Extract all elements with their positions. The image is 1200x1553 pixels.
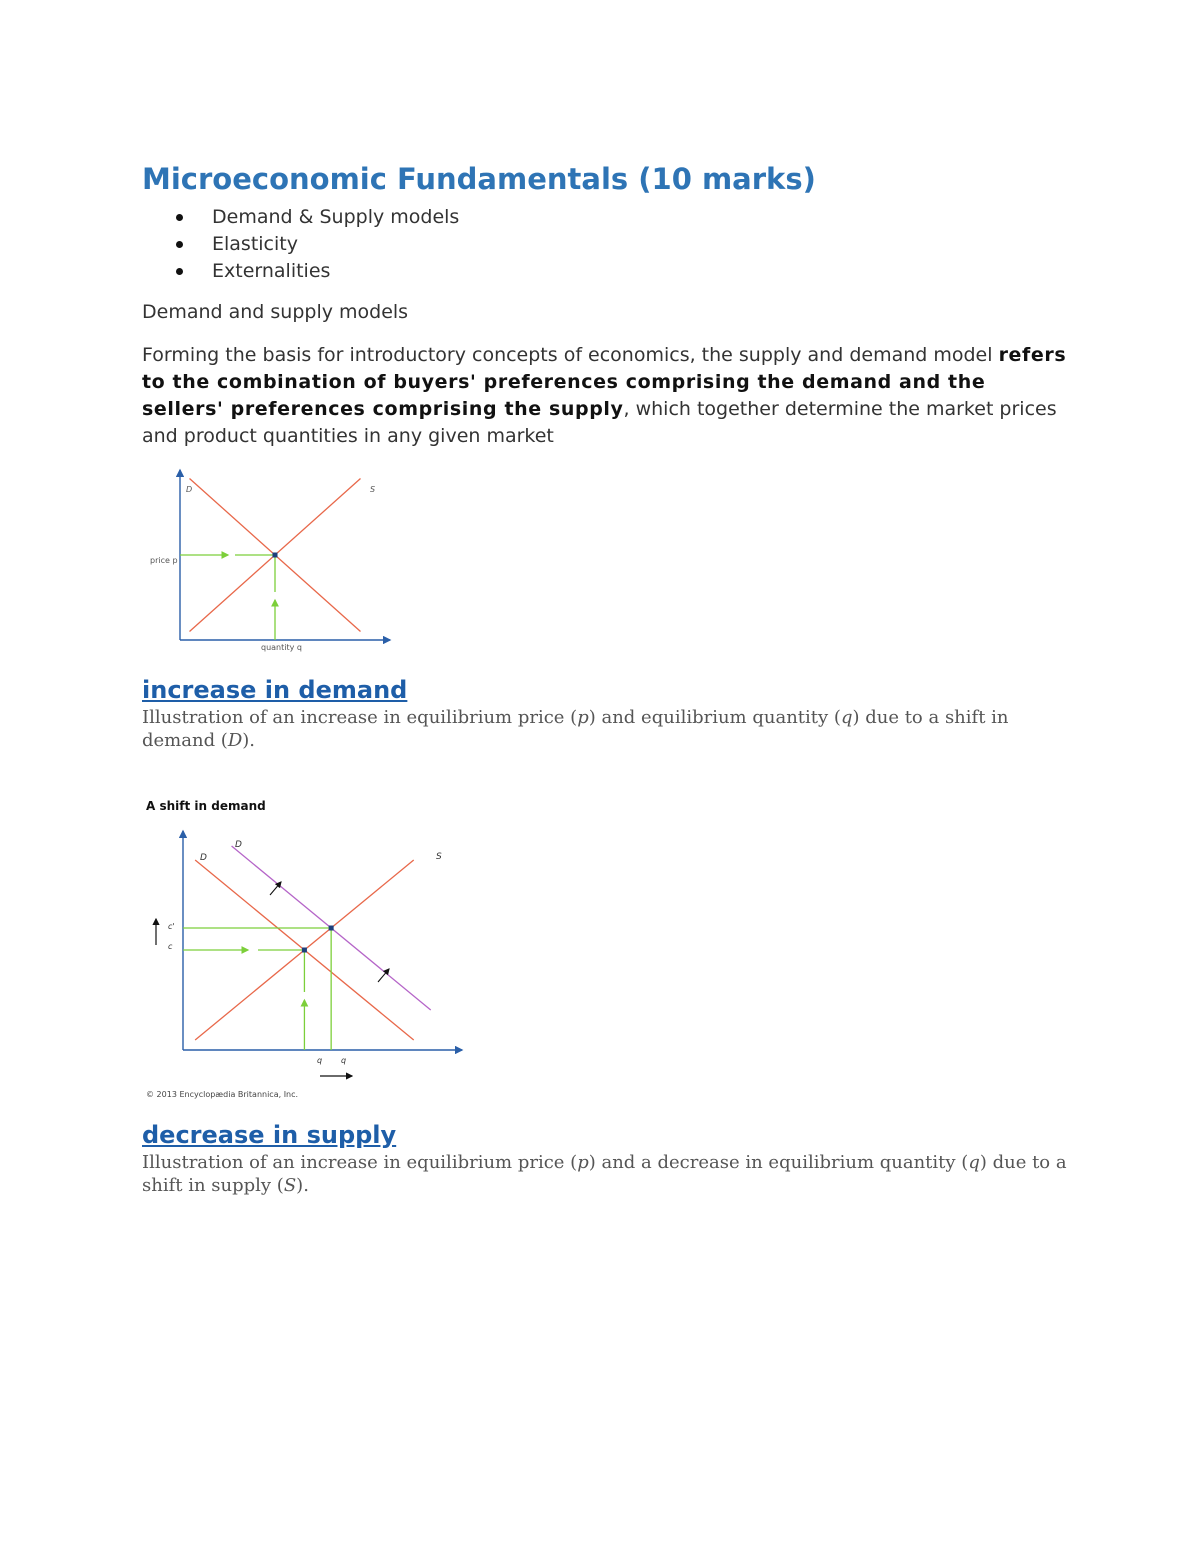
- old-quantity-label: q: [317, 1056, 323, 1065]
- caption-var: p: [577, 707, 589, 728]
- intro-text-start: Forming the basis for introductory concepts of economics, the supply and demand model: [142, 344, 999, 366]
- caption-var: p: [577, 1152, 589, 1173]
- topic-list: [142, 204, 459, 285]
- quantity-axis-label: quantity q: [261, 643, 302, 652]
- caption-var: D: [227, 730, 243, 751]
- increase-in-demand-link[interactable]: increase in demand: [142, 676, 408, 704]
- increase-in-demand-caption: [142, 706, 1072, 752]
- new-quantity-label: q: [341, 1056, 347, 1065]
- caption-text: ).: [296, 1175, 309, 1196]
- equilibrium-point: [273, 553, 278, 558]
- equilibrium-point-old: [302, 948, 307, 953]
- supply-curve-label: S: [370, 485, 376, 494]
- intro-bold-definition: refers to the combination of buyers' preferences comprising the demand and the sellers' preferences comprising the supply: [142, 344, 1067, 420]
- caption-var: q: [840, 707, 853, 728]
- demand-curve-label: D: [186, 485, 193, 494]
- caption-var: q: [968, 1152, 980, 1173]
- old-price-label: c: [168, 942, 173, 951]
- decrease-in-supply-caption: [142, 1151, 1072, 1197]
- section-label: Demand and supply models: [142, 301, 409, 323]
- caption-text: ) and a decrease in equilibrium quantity (: [588, 1152, 969, 1173]
- caption-text: Illustration of an increase in equilibrium price (: [142, 707, 578, 728]
- chart-title: A shift in demand: [146, 799, 266, 813]
- demand-curve-label: D: [200, 853, 207, 863]
- shift-in-demand-chart: [140, 795, 470, 1107]
- caption-text: ) due to a shift in supply (: [142, 1152, 1067, 1196]
- shifted-demand-curve-label: D: [235, 840, 242, 850]
- copyright-credit: © 2013 Encyclopædia Britannica, Inc.: [146, 1090, 299, 1099]
- caption-text: ) and equilibrium quantity (: [588, 707, 841, 728]
- caption-text: Illustration of an increase in equilibrium price (: [142, 1152, 578, 1173]
- topic-item: Demand & Supply models: [142, 204, 459, 231]
- price-axis-label: price p: [150, 556, 178, 565]
- caption-text: ).: [242, 730, 256, 751]
- caption-text: ) due to a shift in demand (: [142, 707, 1009, 751]
- demand-shift-arrow: [270, 882, 281, 895]
- page-title: Microeconomic Fundamentals (10 marks): [142, 162, 816, 196]
- decrease-in-supply-link[interactable]: decrease in supply: [142, 1121, 397, 1149]
- supply-demand-chart: [140, 462, 400, 658]
- caption-var: S: [283, 1175, 297, 1196]
- supply-curve-label: S: [436, 852, 442, 862]
- intro-text-end: , which together determine the market prices and product quantities in any given market: [142, 398, 1057, 447]
- new-price-label: c': [168, 922, 175, 931]
- intro-paragraph: [142, 342, 1072, 450]
- topic-item: Elasticity: [142, 231, 459, 258]
- topic-item: Externalities: [142, 258, 459, 285]
- equilibrium-point-new: [329, 926, 334, 931]
